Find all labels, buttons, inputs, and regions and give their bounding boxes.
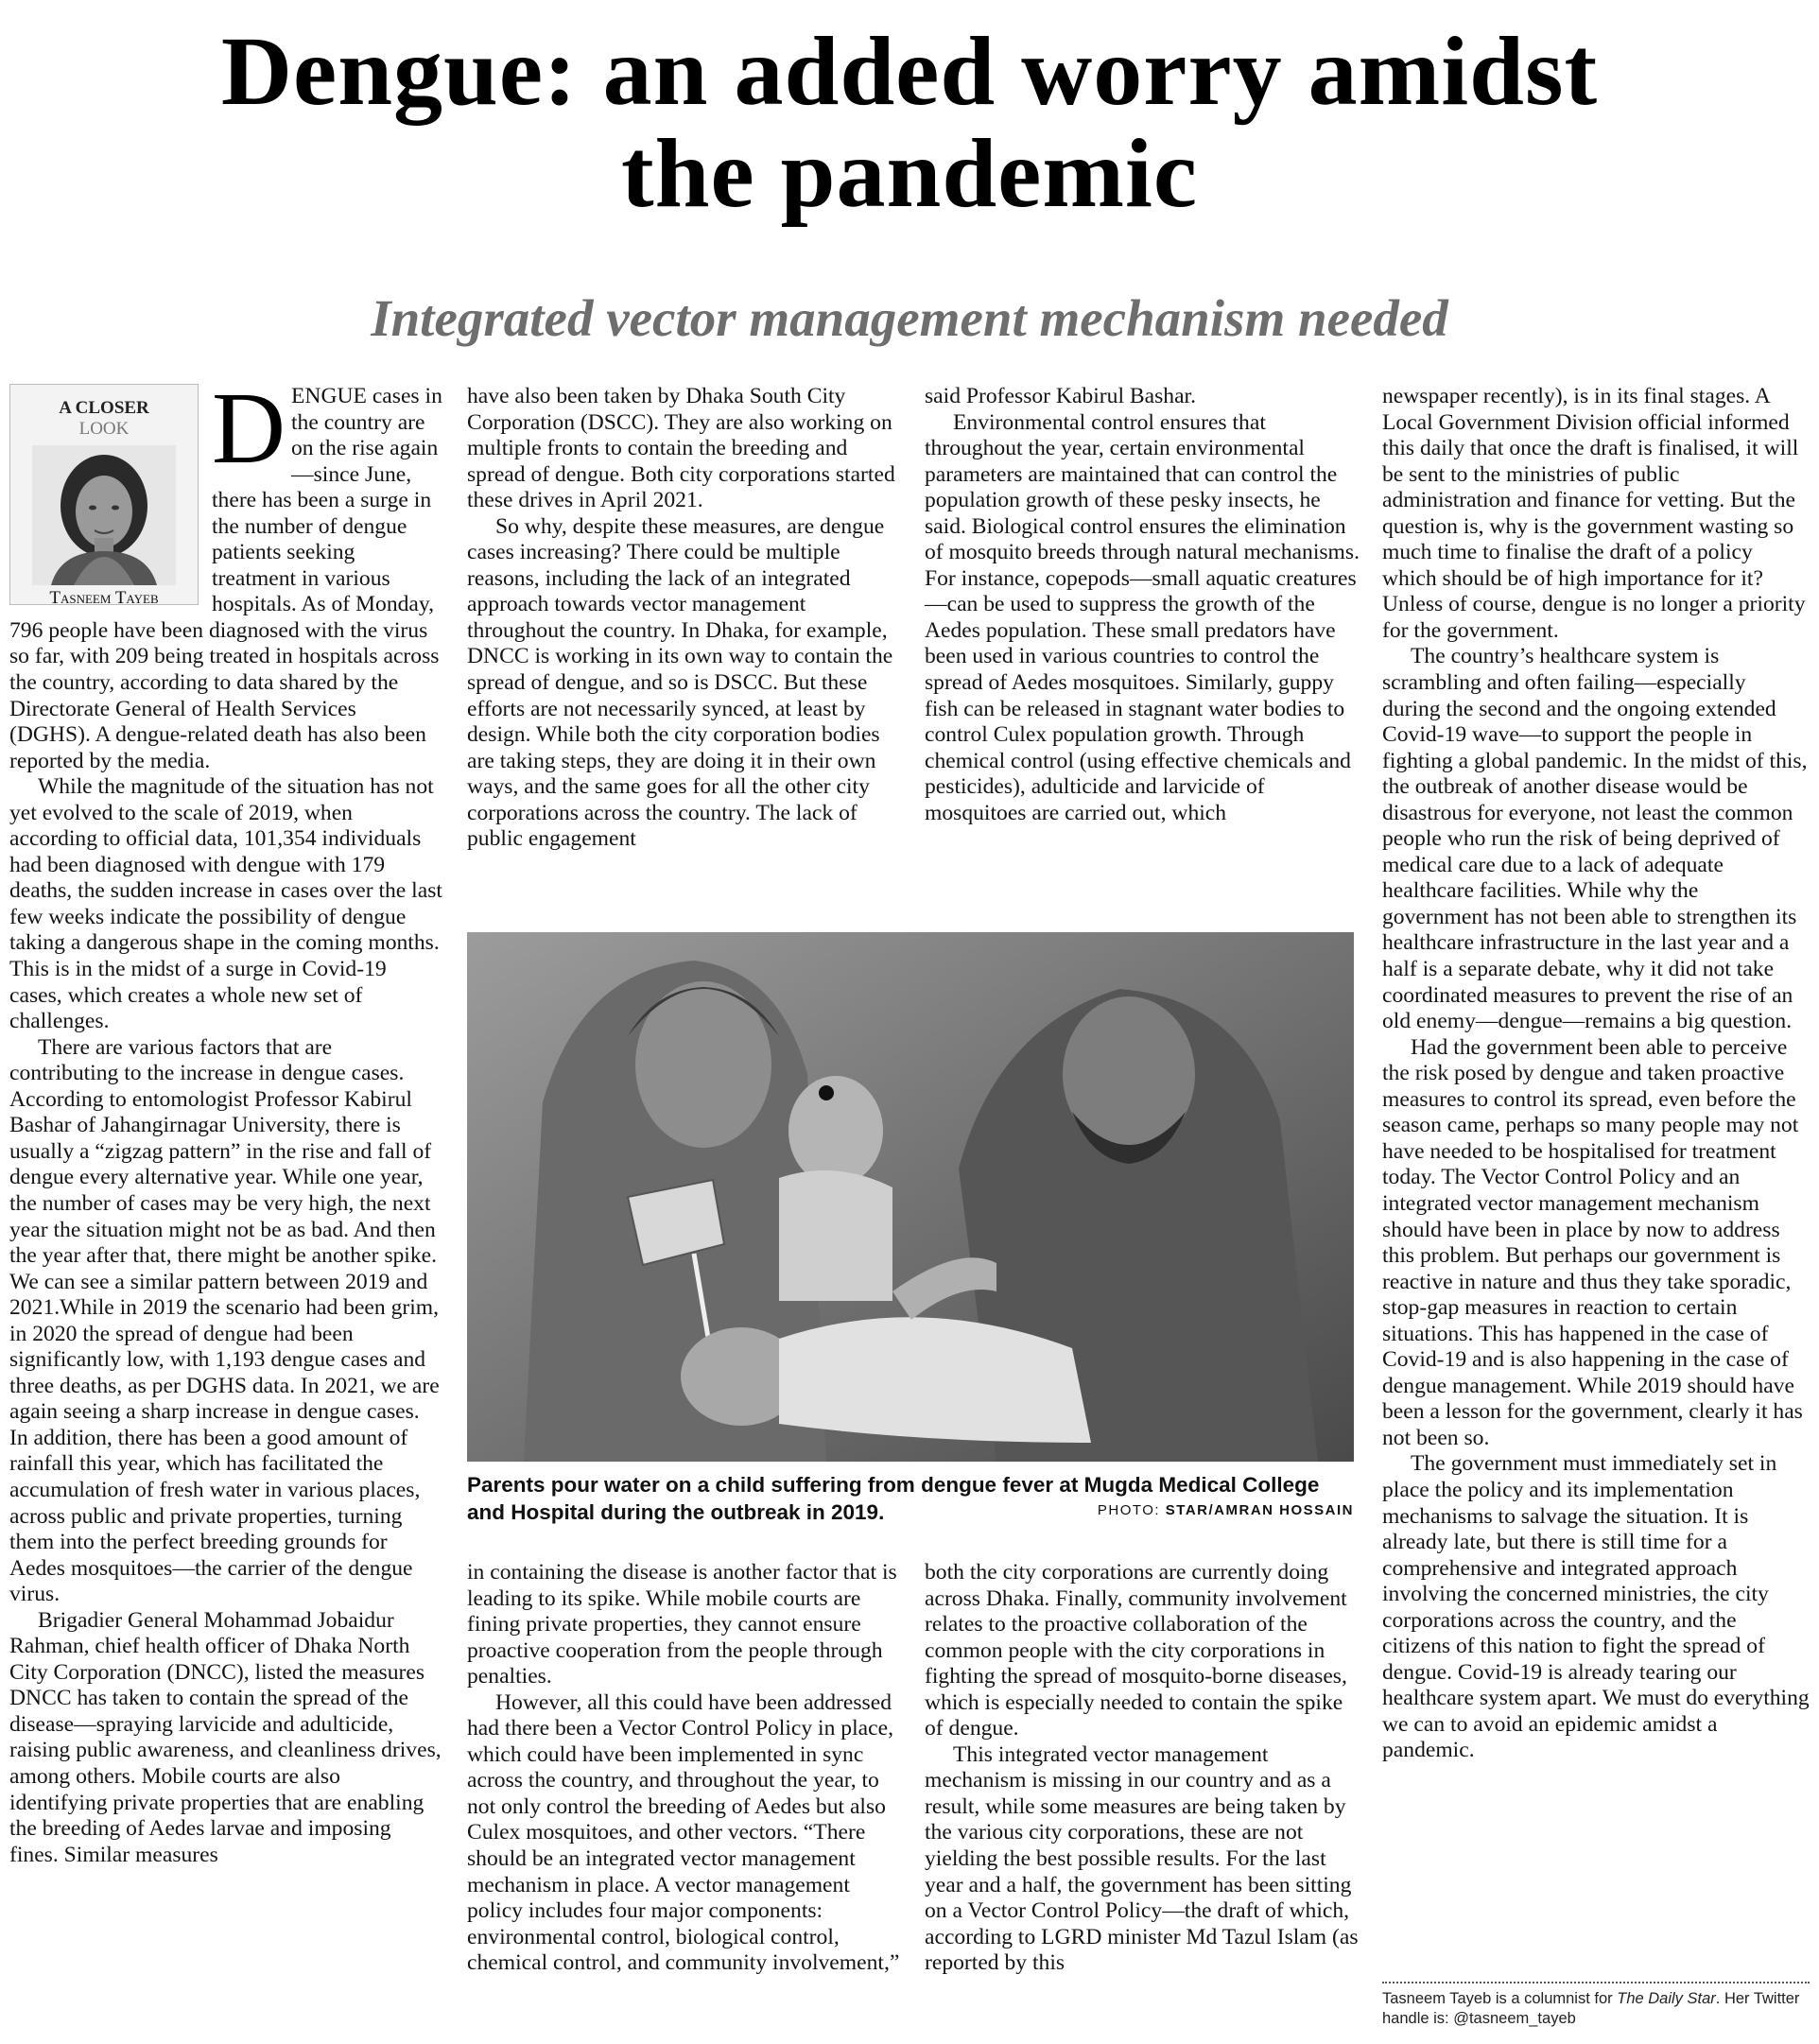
subheadline: Integrated vector management mechanism needed <box>371 289 1448 347</box>
dropcap: D <box>212 372 286 485</box>
paragraph: have also been taken by Dhaka South City Corporation (DSCC). They are also working on multiple fronts to contain the breeding and spread of dengue. Both city corporations started these drives in April 2021. <box>467 384 895 513</box>
article-column-3-continued <box>925 1560 1360 1977</box>
photo-credit-name: STAR/AMRAN HOSSAIN <box>1165 1502 1354 1518</box>
paragraph: newspaper recently), is in its final stages. A Local Government Division official informed this daily that once the draft is finalised, it will be sent to the ministries of public administration and finance for vetting. But the question is, why is the government wasting so much time to finalise the draft of a policy which should be of high importance for it? Unless of course, dengue is no longer a priority for the government. <box>1382 384 1806 643</box>
headline-line-1: Dengue: an added worry amidst <box>220 17 1599 126</box>
article-column-3 <box>925 384 1360 826</box>
article-column-4 <box>1382 384 1810 1764</box>
paragraph: The country’s healthcare system is scrambling and often failing—especially during the second and the ongoing extended Covid-19 wave—to support the people in fighting a global pandemic. In the midst of this, the outbreak of another disease would be disastrous for everyone, not least the common people who run the risk of being deprived of medical care due to a lack of adequate healthcare facilities. While why the government has not been able to strengthen its healthcare infrastructure in the last year and a half is a separate debate, why it did not take coordinated measures to prevent the rise of an old enemy—dengue—remains a big question. <box>1382 644 1808 1034</box>
photo-illustration <box>467 932 1354 1462</box>
bio-divider <box>1382 1982 1810 1983</box>
paragraph: There are various factors that are contributing to the increase in dengue cases. According to entomologist Professor Kabirul Bashar of Jahangirnagar University, there is usually a “zigzag pattern” in the rise and fall of dengue every alternative year. While one year, the number of cases may be very high, the next year the situation might not be as bad. And then the year after that, there might be another spike. We can see a similar pattern between 2019 and 2021.While in 2019 the scenario had been grim, in 2020 the spread of dengue had been significantly low, with 1,193 dengue cases and three deaths, as per DGHS data. In 2021, we are again seeing a sharp increase in dengue cases. In addition, there has been a good amount of rainfall this year, which has facilitated the accumulation of fresh water in various places, across public and private properties, turning them into the perfect breeding grounds for Aedes mosquitoes—the carrier of the dengue virus. <box>9 1034 440 1607</box>
paragraph: in containing the disease is another factor that is leading to its spike. While mobile courts are fining private properties, they cannot ensure proactive cooperation from the people through penalties. <box>467 1560 897 1689</box>
paragraph: While the magnitude of the situation has not yet evolved to the scale of 2019, when according to official data, 101,354 individuals had been diagnosed with dengue with 179 deaths, the sudden increase in cases over the last few weeks indicate the possibility of dengue taking a dangerous shape in the coming months. This is in the midst of a surge in Covid-19 cases, which creates a whole new set of challenges. <box>9 774 442 1034</box>
column-label-line-1: A CLOSER <box>59 398 149 418</box>
bio-publication: The Daily Star <box>1617 1990 1716 2007</box>
article-column-2 <box>467 384 900 853</box>
bio-text-start: Tasneem Tayeb is a columnist for <box>1382 1990 1618 2007</box>
paragraph: both the city corporations are currently doing across Dhaka. Finally, community involvement relates to the proactive collaboration of the common people with the city corporations in fighting the spread of mosquito-borne diseases, which is especially needed to contain the spike of dengue. <box>925 1560 1347 1741</box>
paragraph: Environmental control ensures that throughout the year, certain environmental parameters are maintained that can control the population growth of these pesky insects, he said. Biological control ensures the elimination of mosquito breeds through natural mechanisms. For instance, copepods—small aquatic creatures—can be used to suppress the growth of the Aedes population. These small predators have been used in various countries to control the spread of Aedes mosquitoes. Similarly, guppy fish can be released in stagnant water bodies to control Culex population growth. Through chemical control (using effective chemicals and pesticides), adulticide and larvicide of mosquitoes are carried out, which <box>925 409 1360 825</box>
news-photo <box>467 932 1354 1462</box>
paragraph: The government must immediately set in place the policy and its implementation mechanisms to salvage the situation. It is already late, but there is still time for a comprehensive and integrated approach involving the concerned ministries, the city corporations across the country, and the citizens of this nation to fight the spread of dengue. Covid-19 is already tearing our healthcare system apart. We must do everything we can to avoid an epidemic amidst a pandemic. <box>1382 1451 1810 1763</box>
column-label-line-2: LOOK <box>78 419 130 439</box>
column-author-name: Tasneem Tayeb <box>49 588 159 608</box>
author-bio <box>1382 1989 1819 2029</box>
headline <box>0 17 1819 228</box>
photo-credit <box>1098 1497 1354 1524</box>
paragraph: said Professor Kabirul Bashar. <box>925 384 1197 408</box>
paragraph: This integrated vector management mechanism is missing in our country and as a result, while some measures are being taken by the various city corporations, these are not yielding the best possible results. For the last year and a half, the government has been sitting on a Vector Control Policy—the draft of which, according to LGRD minister Md Tazul Islam (as reported by this <box>925 1741 1359 1976</box>
headline-line-2: the pandemic <box>621 119 1198 228</box>
photo-credit-prefix: PHOTO: <box>1097 1502 1166 1518</box>
paragraph: So why, despite these measures, are dengue cases increasing? There could be multiple reasons, including the lack of an integrated approach towards vector management throughout the country. In Dhaka, for example, DNCC is working in its own way to contain the spread of dengue, and so is DSCC. But these efforts are not necessarily synced, at least by design. While both the city corporation bodies are taking steps, they are doing it in their own ways, and the same goes for all the other city corporations across the country. The lack of public engagement <box>467 513 893 852</box>
author-portrait <box>32 445 176 585</box>
paragraph: However, all this could have been addressed had there been a Vector Control Policy in place, which could have been implemented in sync across the country, and throughout the year, to not only control the breeding of Aedes but also Culex mosquitoes, and other vectors. “There should be an integrated vector management mechanism in place. A vector management policy includes four major components: environmental control, biological control, chemical control, and community involvement,” <box>467 1689 900 1976</box>
paragraph: Had the government been able to perceive the risk posed by dengue and taken proactive measures to control its spread, even before the season came, perhaps so many people may not have needed to be hospitalised for treatment today. The Vector Control Policy and an integrated vector management mechanism should have been in place by now to address this problem. But perhaps our government is reactive in nature and thus they take sporadic, stop-gap measures in reaction to certain situations. This has happened in the case of Covid-19 and is also happening in the case of dengue management. While 2019 should have been a lesson for the government, clearly it has not been so. <box>1382 1034 1803 1450</box>
author-column-box <box>9 384 199 608</box>
photo-caption-block <box>467 1471 1354 1526</box>
paragraph: ENGUE cases in the country are on the rise again—since June, there has been a surge in the number of dengue patients seeking treatment in various hospitals. As of Monday, 796 people have been diagnosed with the virus so far, with 209 being treated in hospitals across the country, according to data shared by the Directorate General of Health Services (DGHS). A dengue-related death has also been reported by the media. <box>9 384 442 773</box>
paragraph: Brigadier General Mohammad Jobaidur Rahman, chief health officer of Dhaka North City Corporation (DNCC), listed the measures DNCC has taken to contain the spread of the disease—spraying larvicide and adulticide, raising public awareness, and cleanliness drives, among others. Mobile courts are also identifying private properties that are enabling the breeding of Aedes larvae and imposing fines. Similar measures <box>9 1607 442 1867</box>
article-column-1 <box>9 372 442 1868</box>
photo-caption: Parents pour water on a child suffering from dengue fever at Mugda Medical College and Hospital during the outbreak in 2019. <box>467 1473 1320 1524</box>
bio-text-end: . Her Twitter handle is: @tasneem_tayeb <box>1382 1990 1800 2027</box>
article-column-2-continued <box>467 1560 900 1977</box>
